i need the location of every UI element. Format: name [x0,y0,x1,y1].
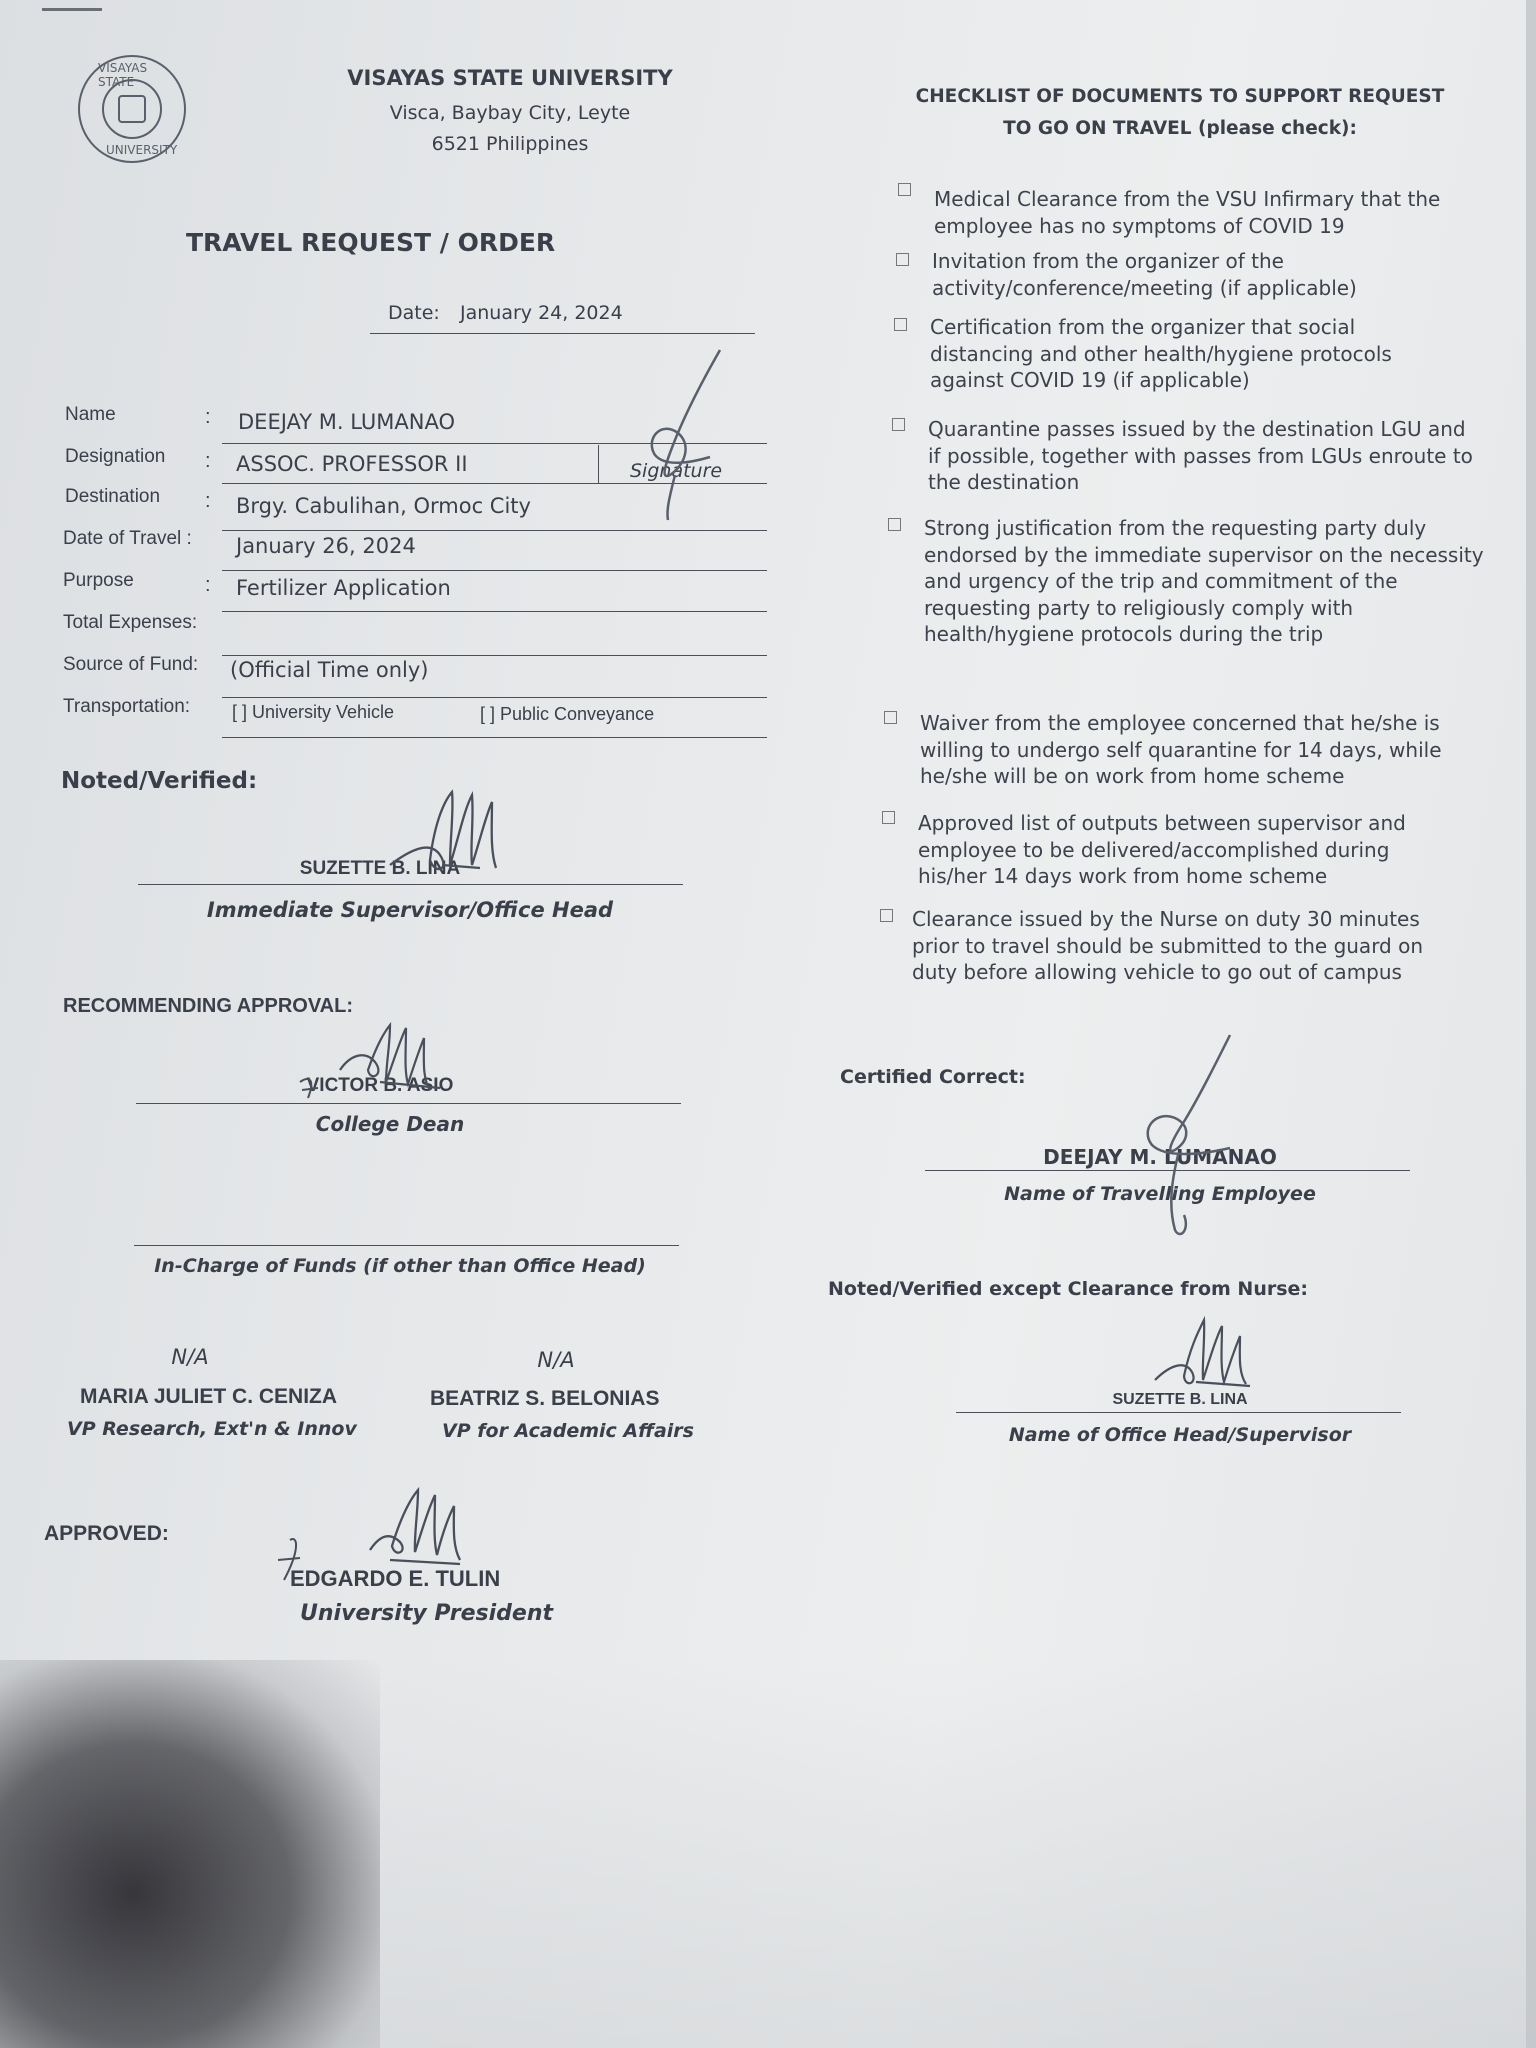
employee-title: Name of Travelling Employee [1004,1183,1316,1205]
designation-value: ASSOC. PROFESSOR II [236,452,468,476]
funds-title: In-Charge of Funds (if other than Office Head) [154,1255,646,1277]
funds-line [134,1245,679,1246]
signature-divider [598,445,599,483]
president-name: EDGARDO E. TULIN [290,1566,501,1591]
checklist-checkbox-7[interactable] [882,811,895,824]
checklist-item-5: Strong justification from the requesting party duly endorsed by the immediate supervisor on the necessity and urgency of the trip and commitment of the requesting party to religiously comply with health/hygiene protocols during the trip [924,516,1484,646]
designation-colon: : [205,450,211,472]
supervisor-name: SUZETTE B. LINA [299,858,461,879]
address-line-2: 6521 Philippines [431,133,589,155]
supervisor-line [138,884,683,885]
employee-signature [1080,1030,1260,1250]
dean-name: VICTOR B. ASIO [306,1075,454,1096]
checklist-item-7: Approved list of outputs between supervisor and employee to be delivered/accomplished during his/her 14 days work from home scheme [918,811,1406,888]
source-of-fund-label: Source of Fund: [63,654,199,675]
university-name: VISAYAS STATE UNIVERSITY [347,66,673,90]
checklist-item-6: Waiver from the employee concerned that he/she is willing to undergo self quarantine for 14 days, while he/she will be on work from home scheme [920,711,1442,788]
transportation-public-conveyance-option: [ ] Public Conveyance [480,704,655,724]
dean-title: College Dean [315,1112,465,1136]
applicant-signature [630,345,750,525]
date-underline [370,333,755,334]
destination-underline [222,530,767,531]
noted-verified-label: Noted/Verified: [61,768,258,794]
purpose-underline [222,611,767,612]
date-of-travel-value: January 26, 2024 [236,534,416,558]
purpose-label: Purpose [63,570,134,591]
total-expenses-underline [222,655,767,656]
checklist-item-2: Invitation from the organizer of the activity/conference/meeting (if applicable) [932,249,1357,300]
office-head-title: Name of Office Head/Supervisor [1008,1424,1352,1446]
transportation-university-vehicle-option: [ ] University Vehicle [232,702,395,722]
top-scratch-mark [42,8,102,11]
name-colon: : [205,406,211,428]
form-title: TRAVEL REQUEST / ORDER [186,228,556,257]
checklist-item-1: Medical Clearance from the VSU Infirmary that the employee has no symptoms of COVID 19 [934,187,1441,238]
checklist-heading-line-2: TO GO ON TRAVEL (please check): [1003,118,1357,139]
university-seal-icon: VISAYAS STATE UNIVERSITY [78,55,186,163]
source-of-fund-value: (Official Time only) [230,658,429,682]
designation-label: Designation [65,446,166,467]
date-of-travel-underline [222,570,767,571]
employee-line [925,1170,1410,1171]
vp-research-title: VP Research, Ext'n & Innov [67,1418,357,1440]
certified-correct-label: Certified Correct: [840,1066,1026,1088]
destination-colon: : [205,490,211,512]
vp-academic-title: VP for Academic Affairs [442,1420,694,1442]
checklist-item-3: Certification from the organizer that social distancing and other health/hygiene protocols against COVID 19 (if applicable) [930,315,1392,392]
date-label: Date: [388,302,440,324]
office-head-line [956,1412,1401,1413]
name-value: DEEJAY M. LUMANAO [238,410,455,434]
transportation-label: Transportation: [63,696,191,717]
checklist-checkbox-6[interactable] [884,711,897,724]
transportation-underline [222,737,767,738]
approved-label: APPROVED: [44,1522,169,1545]
vp-research-na: N/A [171,1345,209,1369]
source-of-fund-underline [222,697,767,698]
president-title: University President [300,1601,554,1626]
hand-shadow [0,1660,380,2048]
checklist-heading-line-1: CHECKLIST OF DOCUMENTS TO SUPPORT REQUEST [915,86,1445,107]
purpose-colon: : [205,574,211,596]
supervisor-title: Immediate Supervisor/Office Head [206,898,614,922]
checklist-item-8: Clearance issued by the Nurse on duty 30 minutes prior to travel should be submitted to the guard on duty before allowing vehicle to go out of campus [912,907,1424,984]
checklist-checkbox-8[interactable] [880,909,893,922]
destination-value: Brgy. Cabulihan, Ormoc City [236,494,531,518]
dean-line [136,1103,681,1104]
date-of-travel-label: Date of Travel : [63,528,192,549]
address-line-1: Visca, Baybay City, Leyte [389,102,631,124]
vp-academic-name: BEATRIZ S. BELONIAS [430,1387,660,1410]
name-underline [222,443,767,444]
employee-name: DEEJAY M. LUMANAO [1043,1145,1277,1169]
date-value: January 24, 2024 [460,302,623,324]
checklist-checkbox-3[interactable] [894,318,907,331]
signature-label: Signature [630,460,723,482]
checklist-checkbox-2[interactable] [896,253,909,266]
recommending-approval-label: RECOMMENDING APPROVAL: [63,995,353,1017]
vp-research-name: MARIA JULIET C. CENIZA [80,1385,338,1408]
purpose-value: Fertilizer Application [236,576,451,600]
office-head-signature [1140,1310,1280,1400]
checklist-checkbox-5[interactable] [888,518,901,531]
total-expenses-label: Total Expenses: [63,612,198,633]
noted-except-label: Noted/Verified except Clearance from Nurse: [828,1278,1309,1300]
checklist-checkbox-4[interactable] [892,418,905,431]
destination-label: Destination [65,486,161,507]
designation-underline [222,483,767,484]
name-label: Name [65,404,116,425]
office-head-name: SUZETTE B. LINA [1112,1391,1248,1408]
checklist-checkbox-1[interactable] [898,183,911,196]
checklist-item-4: Quarantine passes issued by the destination LGU and if possible, together with passes from LGUs enroute to the destination [928,417,1473,494]
vp-academic-na: N/A [537,1348,575,1372]
